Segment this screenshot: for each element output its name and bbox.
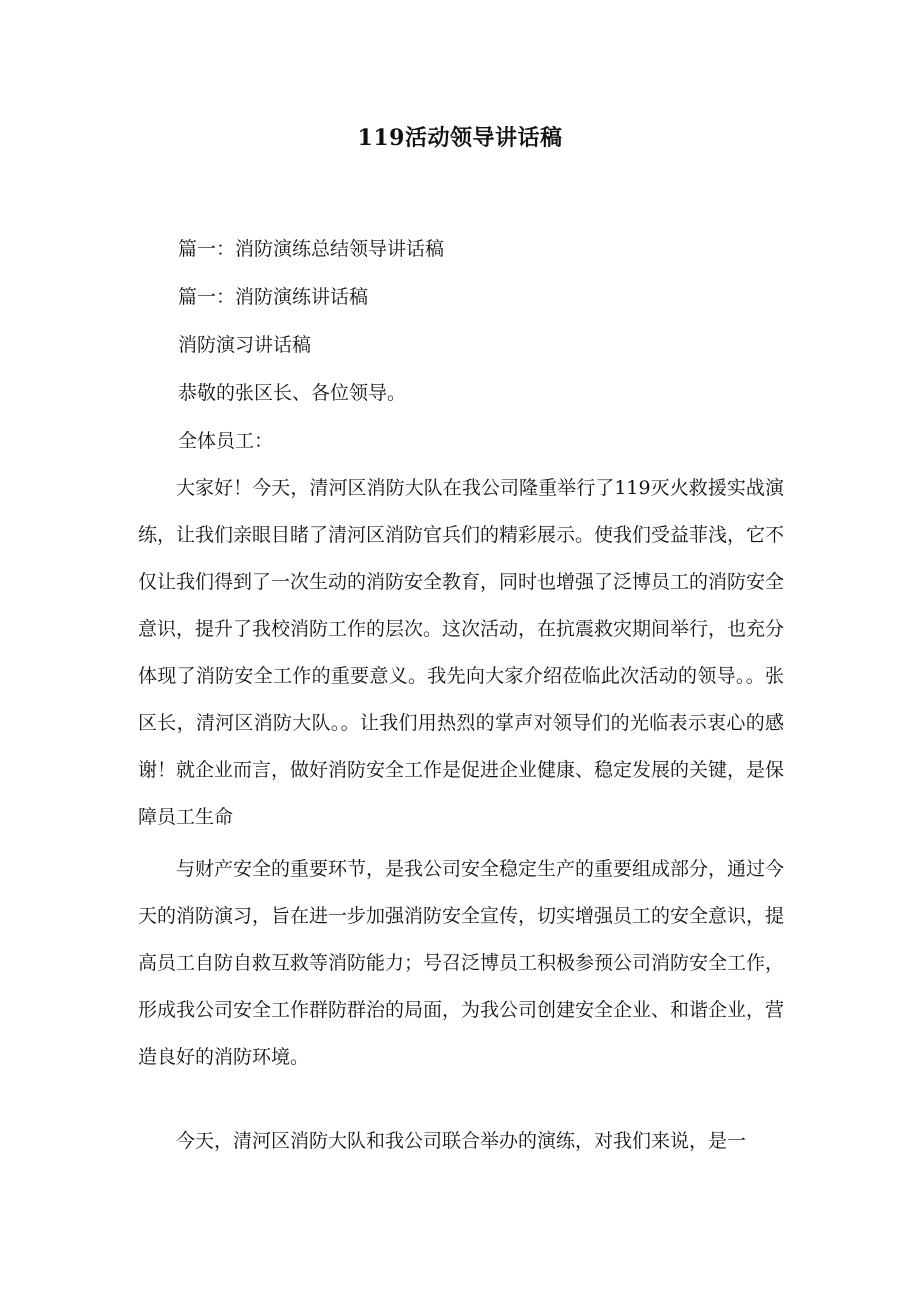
document-title: 119活动领导讲话稿 <box>357 125 563 151</box>
speech-title: 消防演习讲话稿 <box>178 334 312 356</box>
body-paragraph-2: 与财产安全的重要环节，是我公司安全稳定生产的重要组成部分，通过今天的消防演习，旨在进一步加强消防安全宣传，切实增强员工的安全意识，提高员工自防自救互救等消防能力；号召泛博员工积极参预公司消防安全工作，形成我公司安全工作群防群治的局面，为我公司创建安全企业、和谐企业，营造良好的消防环境。 <box>138 858 785 1068</box>
section-heading-2: 篇一：消防演练讲话稿 <box>178 286 369 308</box>
body-paragraph-3: 今天，清河区消防大队和我公司联合举办的演练，对我们来说，是一 <box>176 1130 747 1152</box>
body-paragraph-1: 大家好！今天，清河区消防大队在我公司隆重举行了119灭火救援实战演练，让我们亲眼目睹了清河区消防官兵们的精彩展示。使我们受益菲浅，它不仅让我们得到了一次生动的消防安全教育，同时也增强了泛博员工的消防安全意识，提升了我校消防工作的层次。这次活动，在抗震救灾期间举行，也充分体现了消防安全工作的重要意义。我先向大家介绍莅临此次活动的领导。。张区长，清河区消防大队。。让我们用热烈的掌声对领导们的光临表示衷心的感谢！就企业而言，做好消防安全工作是促进企业健康、稳定发展的关键，是保障员工生命 <box>138 477 785 828</box>
section-heading-1: 篇一：消防演练总结领导讲话稿 <box>178 238 445 260</box>
salutation-staff: 全体员工： <box>178 430 274 452</box>
salutation-leaders: 恭敬的张区长、各位领导。 <box>178 382 407 404</box>
